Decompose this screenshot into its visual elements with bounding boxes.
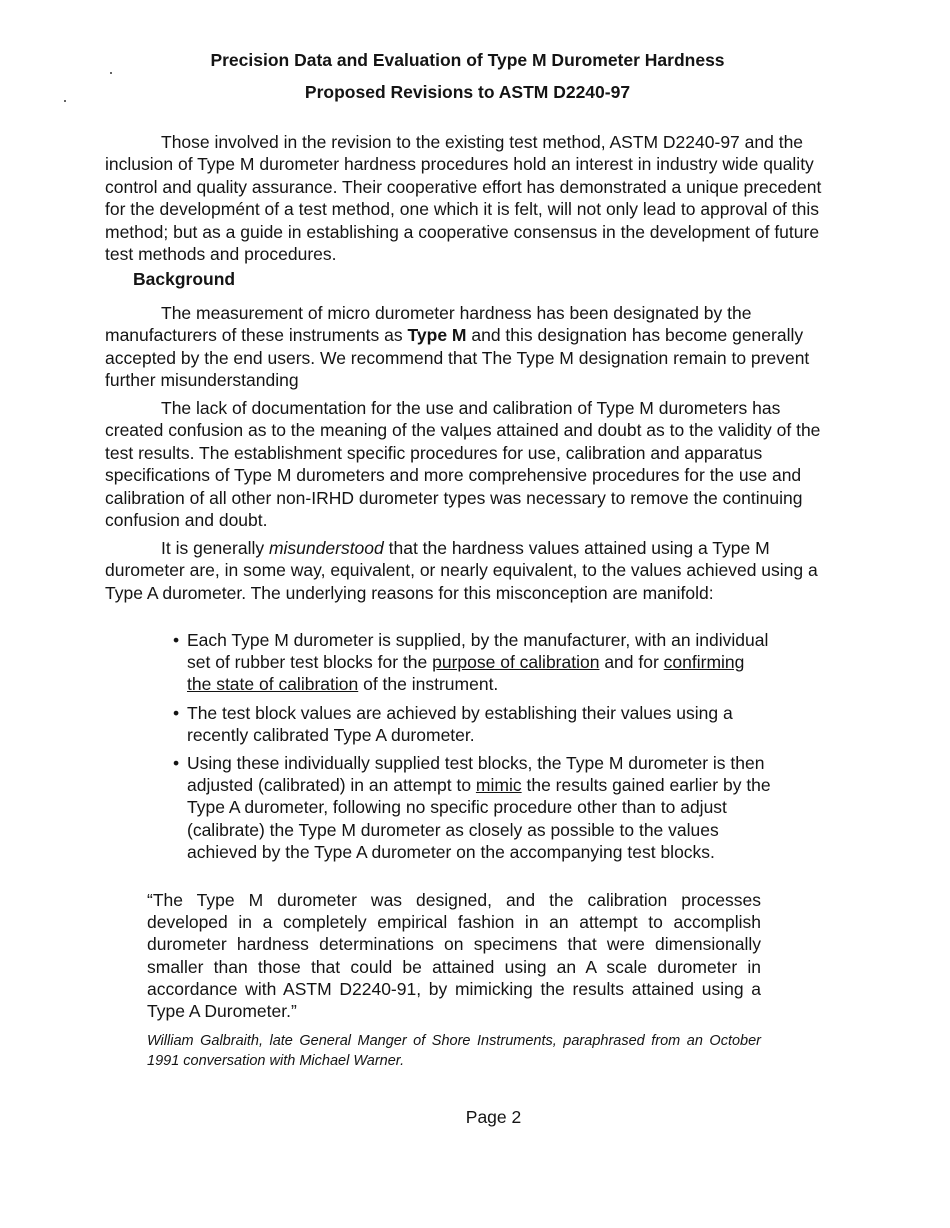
list-item xyxy=(173,752,773,863)
document-subtitle: Proposed Revisions to ASTM D2240-97 xyxy=(304,82,631,102)
bg-p1-text-end: and this designation has become generally accepted by the end users. We recommend that The Type M designation remain to prevent further misunderstanding xyxy=(105,325,810,391)
bullet-text: The test block values are achieved by establishing their values using a recently calibrated Type A durometer. xyxy=(187,702,733,745)
bullet-dot: • xyxy=(173,702,180,723)
background-paragraph-1 xyxy=(105,302,835,392)
list-item xyxy=(173,702,773,746)
bullet-text: Using these individually supplied test blocks, the Type M durometer is then adjusted (calibrated) in an attempt to xyxy=(187,753,765,796)
bullet-text: Each Type M durometer is supplied, by the manufacturer, with an individual set of rubber test blocks for the xyxy=(187,630,769,673)
scan-speck xyxy=(110,72,112,74)
underlined-text: purpose of calibration xyxy=(432,652,600,673)
bg-p3-text-end: that the hardness values attained using a Type M durometer are, in some way, equivalent, or nearly equivalent, to the values achieved using a Type A durometer. The underlying reasons for this misconception are manifold: xyxy=(105,538,818,603)
underlined-text: mimic xyxy=(475,775,522,796)
underlined-text: confirming the state of calibration xyxy=(187,652,745,695)
page-number: Page 2 xyxy=(465,1107,522,1127)
background-paragraph-3 xyxy=(105,537,835,604)
bg-p1-text: The measurement of micro durometer hardness has been designated by the manufacturers of these instruments as xyxy=(105,303,752,346)
bullet-text: and for xyxy=(599,652,664,673)
intro-text: Those involved in the revision to the existing test method, ASTM D2240-97 and the inclusion of Type M durometer hardness procedures hold an interest in industry wide quality control and quality assurance. Their cooperative effort has demonstrated a unique precedent for the developmént of a test method, one which it is felt, will not only lead to approval of this method; but as a guide in establishing a cooperative consensus in the development of future test methods and procedures. xyxy=(105,132,822,265)
misunderstood-italic: misunderstood xyxy=(268,538,384,558)
document-title: Precision Data and Evaluation of Type M Durometer Hardness xyxy=(210,50,725,70)
bg-p2-text: The lack of documentation for the use and calibration of Type M durometers has created confusion as to the meaning of the valµes attained and doubt as to the validity of the test results. The establishment specific procedures for use, calibration and apparatus specifications of Type M durometers and more comprehensive procedures for the use and calibration of all other non-IRHD durometer types was necessary to remove the continuing confusion and doubt. xyxy=(105,398,821,531)
bg-p3-text: It is generally xyxy=(161,538,269,558)
bullet-text: of the instrument. xyxy=(358,674,499,695)
list-item xyxy=(173,629,773,696)
misconception-list xyxy=(173,629,773,869)
bullet-dot: • xyxy=(173,630,180,650)
type-m-bold: Type M xyxy=(407,325,467,346)
background-heading: Background xyxy=(133,269,236,289)
bullet-text: the results gained earlier by the Type A durometer, following no specific procedure other than to adjust (calibrate) the Type M durometer as closely as possible to the values achieved by the Type A durometer on the accompanying test blocks. xyxy=(187,775,771,862)
quote-attribution: William Galbraith, late General Manger of Shore Instruments, paraphrased from an October 1991 conversation with Michael Warner. xyxy=(147,1033,761,1069)
galbraith-quote: “The Type M durometer was designed, and the calibration processes developed in a completely empirical fashion in an attempt to accomplish durometer hardness determinations on specimens that were dimensionally smaller than those that could be attained using an A scale durometer in accordance with ASTM D2240-91, by mimicking the results attained using a Type A Durometer.” xyxy=(147,890,761,1022)
background-paragraph-2 xyxy=(105,397,835,531)
bullet-dot: • xyxy=(173,753,180,774)
intro-paragraph xyxy=(105,131,835,265)
